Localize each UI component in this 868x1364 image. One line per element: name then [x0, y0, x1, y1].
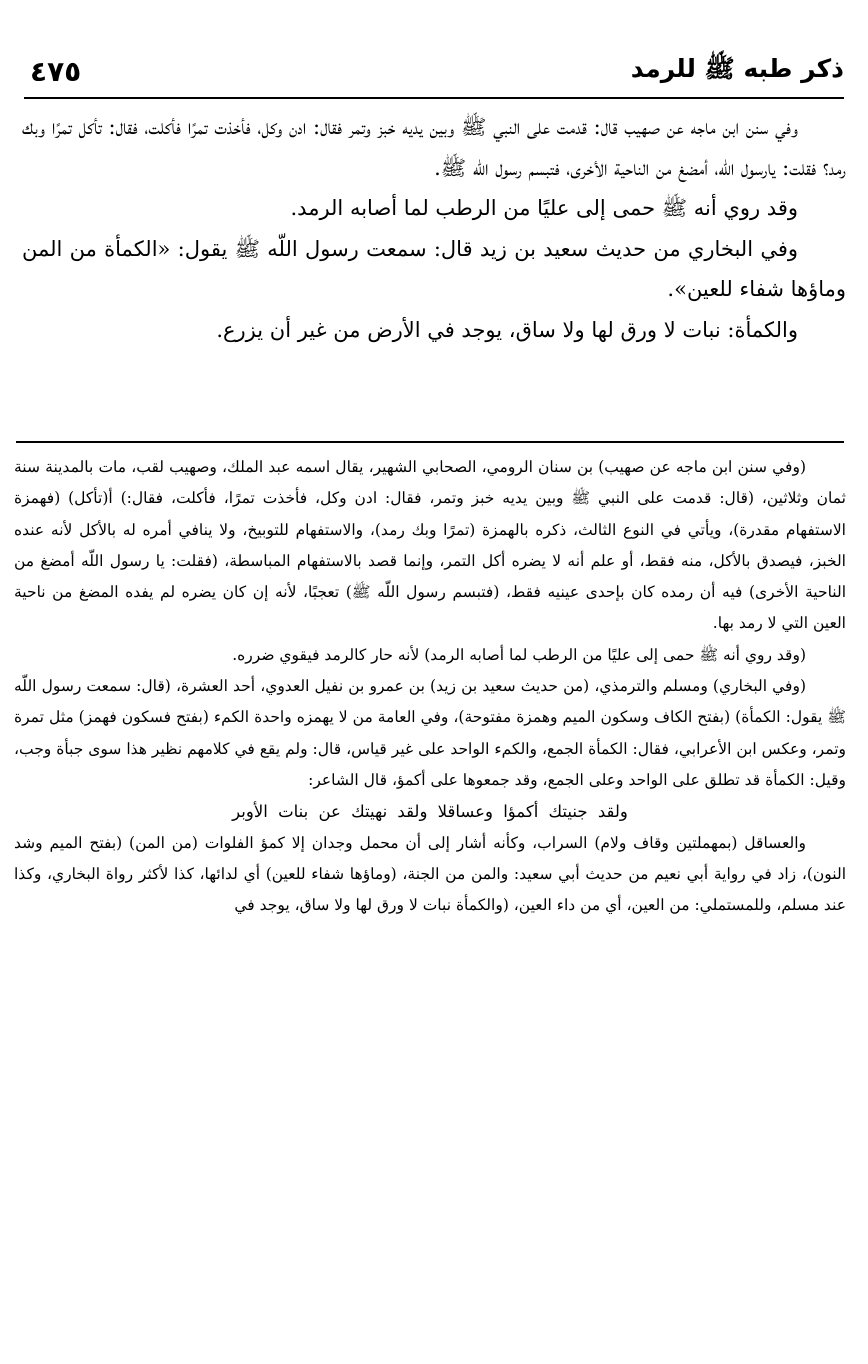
commentary-divider — [16, 441, 844, 443]
main-paragraph: وفي سنن ابن ماجه عن صهيب قال: قدمت على النبي ﷺ وبين يديه خبز وتمر فقال: ادن وكل، فأخذت تمرًا فأكلت، فقال: تأكل تمرًا وبك رمد؟ فقلت: يارسول اللّه، أمضغ من الناحية الأخرى، فتبسم رسول اللّه ﷺ. — [22, 115, 846, 180]
commentary-paragraph: (وفي سنن ابن ماجه عن صهيب) بن سنان الرومي، الصحابي الشهير، يقال اسمه عبد الملك، وصهيب لقب، مات بالمدينة سنة ثمان وثلاثين، (قال: قدمت على النبي ﷺ وبين يديه خبز وتمر، فقال: ادن وكل، فأخذت تمرًا، فأكلت، فقال:) أ(تأكل) (فهمزة الاستفهام مقدرة)، ويأتي في النوع الثالث، ذكره بالهمزة (تمرًا وبك رمد)، والاستفهام للتوبيخ، ولا ينافي أمره له بالأكل لأنه عنده الخبز، فيصدق بالأكل، منه فقط، أو علم أنه لا يضره أكل التمر، وإنما قصد بالاستفهام المباسطة، (فقلت: يا رسول اللّه أمضغ من الناحية الأخرى) فيه أن رمده كان بإحدى عينيه فقط، (فتبسم رسول اللّه ﷺ) تعجبًا، لأنه إن كان يضره لم يفده المضغ من ناحية العين التي لا رمد بها. — [14, 458, 846, 633]
commentary-paragraph: (وقد روي أنه ﷺ حمى إلى عليًا من الرطب لما أصابه الرمد) لأنه حار كالرمد فيقوي ضرره. — [232, 645, 806, 664]
chapter-title: ذكر طبه ﷺ للرمد — [630, 53, 844, 83]
main-paragraph: وفي البخاري من حديث سعيد بن زيد قال: سمعت رسول اللّه ﷺ يقول: «الكمأة من المن وماؤها شفاء للعين». — [22, 236, 846, 301]
poetry-verse: ولقد جنيتك أكمؤا وعساقلا ولقد نهيتك عن بنات الأوبر — [232, 802, 628, 822]
main-paragraph: والكمأة: نبات لا ورق لها ولا ساق، يوجد في الأرض من غير أن يزرع. — [216, 317, 798, 342]
commentary-paragraph: والعساقل (بمهملتين وقاف ولام) السراب، وكأنه أشار إلى أن محمل وجدان إلا كمؤ الفلوات (من المن) (بفتح الميم وشد النون)، زاد في رواية أبي نعيم من حديث أبي سعيد: والمن من الجنة، (وماؤها شفاء للعين) أي لدائها، كذا لأكثر رواة البخاري، وكذا عند مسلم، وللمستملي: من العين، أي من داء العين، (والكمأة نبات لا ورق لها ولا ساق، يوجد في — [14, 833, 846, 915]
commentary-section — [14, 452, 846, 921]
commentary-paragraph: (وفي البخاري) ومسلم والترمذي، (من حديث سعيد بن زيد) بن عمرو بن نفيل العدوي، أحد العشرة، (قال: سمعت رسول اللّه ﷺ يقول: الكمأة) (بفتح الكاف وسكون الميم وهمزة مفتوحة)، وفي العامة من لا يهمزه واحدة الكمء (بفتح فسكون فهمز) مثل تمرة وتمر، وعكس ابن الأعرابي، فقال: الكمأة الجمع، والكمء الواحد على غير قياس، قال: ولم يقع في كلامهم نظير هذا سوى جبأة وجب، وقيل: الكمأة قد تطلق على الواحد وعلى الجمع، وقد جمعوها على أكمؤ، قال الشاعر: — [14, 677, 846, 789]
header-rule — [24, 97, 844, 99]
main-text — [22, 107, 846, 350]
page-number: ٤٧٥ — [30, 54, 82, 88]
running-header — [30, 48, 844, 94]
main-paragraph: وقد روي أنه ﷺ حمى إلى عليًا من الرطب لما أصابه الرمد. — [290, 196, 798, 220]
